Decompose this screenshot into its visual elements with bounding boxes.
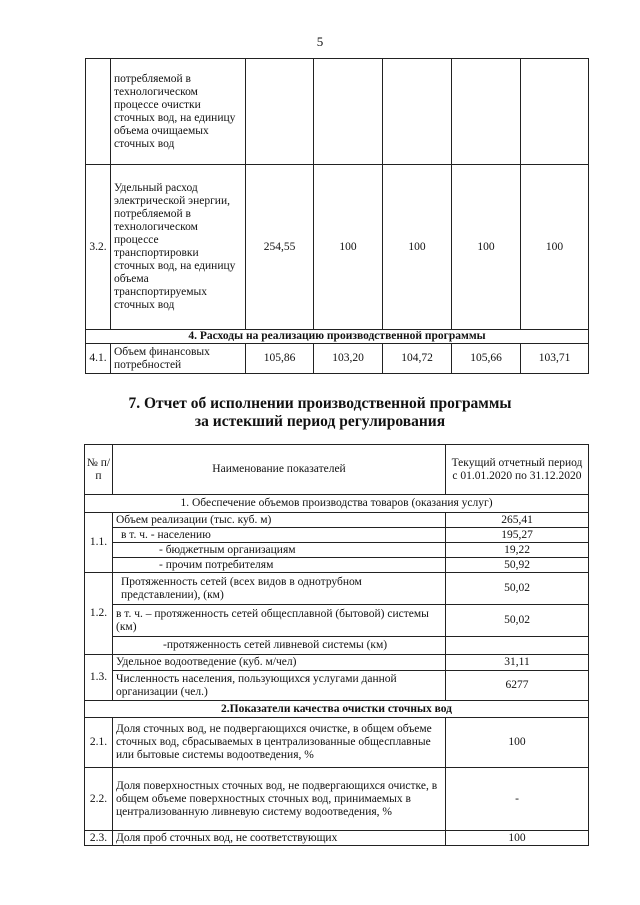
table-row: [85, 831, 589, 846]
indicator-name-cell: Численность населения, пользующихся услугами данной организации (чел.): [113, 671, 446, 701]
section-row: [85, 495, 589, 513]
value-cell: 195,27: [446, 528, 589, 543]
value-cell: 103,20: [314, 344, 383, 374]
row-number-cell: 3.2.: [86, 165, 111, 330]
indicator-name-cell: в т. ч. – протяженность сетей общесплавной (бытовой) системы (км): [113, 605, 446, 637]
table-row: [85, 513, 589, 528]
row-number-cell: [86, 59, 111, 165]
indicator-name-cell: потребляемой в технологическом процессе очистки сточных вод, на единицу объема очищаемых сточных вод: [111, 59, 246, 165]
table-row: [85, 718, 589, 768]
table-row: [85, 528, 589, 543]
section-heading: 4. Расходы на реализацию производственной программы: [86, 330, 589, 344]
value-cell: 100: [314, 165, 383, 330]
value-cell: 50,02: [446, 573, 589, 605]
value-cell: 254,55: [246, 165, 314, 330]
value-cell: 100: [383, 165, 452, 330]
indicators-table-continued: [85, 58, 589, 374]
table-row: [85, 655, 589, 671]
section-heading: 1. Обеспечение объемов производства товаров (оказания услуг): [85, 495, 589, 513]
value-cell: 19,22: [446, 543, 589, 558]
indicator-name-cell: Доля поверхностных сточных вод, не подвергающихся очистке, в общем объеме поверхностных сточных вод, принимаемых в централизованную ливневую систему водоотведения, %: [113, 768, 446, 831]
section-row: [86, 330, 589, 344]
indicator-name-cell: Протяженность сетей (всех видов в однотрубном представлении), (км): [113, 573, 446, 605]
section-7-title-line2: за истекший период регулирования: [194, 413, 446, 430]
indicator-name-cell: Доля сточных вод, не подвергающихся очистке, в общем объеме сточных вод, сбрасываемых в централизованные общесплавные или бытовые системы водоотведения, %: [113, 718, 446, 768]
row-number-cell: 1.2.: [85, 573, 113, 655]
indicator-name-cell: -протяженность сетей ливневой системы (км): [113, 637, 446, 655]
row-number-cell: 2.1.: [85, 718, 113, 768]
section-7-title-line1: 7. Отчет об исполнении производственной программы: [128, 395, 512, 412]
indicator-name-cell: в т. ч. - населению: [113, 528, 446, 543]
indicator-name-cell: - прочим потребителям: [113, 558, 446, 573]
table-row: [85, 637, 589, 655]
indicator-name-cell: Объем реализации (тыс. куб. м): [113, 513, 446, 528]
page-number: 5: [316, 34, 324, 49]
value-cell: 6277: [446, 671, 589, 701]
indicator-name-cell: Объем финансовых потребностей: [111, 344, 246, 374]
table-row: [86, 59, 589, 165]
table-row: [85, 573, 589, 605]
row-number-cell: 2.2.: [85, 768, 113, 831]
table-row: [85, 671, 589, 701]
header-row: [85, 445, 589, 495]
table-row: [86, 344, 589, 374]
value-cell: 100: [446, 831, 589, 846]
value-cell: 105,66: [452, 344, 521, 374]
table-row: [85, 605, 589, 637]
indicator-name-cell: Удельный расход электрической энергии, потребляемой в технологическом процессе транспортировки сточных вод, на единицу объема транспортируемых сточных вод: [111, 165, 246, 330]
value-cell: 265,41: [446, 513, 589, 528]
indicator-name-cell: Доля проб сточных вод, не соответствующих: [113, 831, 446, 846]
row-number-cell: 4.1.: [86, 344, 111, 374]
section-7-title: [0, 395, 640, 431]
table-row: [85, 558, 589, 573]
value-cell: -: [446, 768, 589, 831]
section-row: [85, 701, 589, 718]
value-cell: 103,71: [521, 344, 589, 374]
report-table: [84, 444, 589, 846]
value-cell: 105,86: [246, 344, 314, 374]
row-number-cell: 1.1.: [85, 513, 113, 573]
value-cell: 100: [521, 165, 589, 330]
indicator-name-cell: Удельное водоотведение (куб. м/чел): [113, 655, 446, 671]
name-header: Наименование показателей: [113, 445, 446, 495]
value-cell: 104,72: [383, 344, 452, 374]
value-cell: 50,02: [446, 605, 589, 637]
value-cell: 100: [452, 165, 521, 330]
row-number-cell: 2.3.: [85, 831, 113, 846]
period-header: Текущий отчетный период с 01.01.2020 по 31.12.2020: [446, 445, 589, 495]
value-cell: 31,11: [446, 655, 589, 671]
row-number-cell: 1.3.: [85, 655, 113, 701]
number-header: № п/п: [85, 445, 113, 495]
value-cell: 100: [446, 718, 589, 768]
value-cell: [446, 637, 589, 655]
section-heading: 2.Показатели качества очистки сточных вод: [85, 701, 589, 718]
indicator-name-cell: - бюджетным организациям: [113, 543, 446, 558]
value-cell: 50,92: [446, 558, 589, 573]
table-row: [85, 543, 589, 558]
table-row: [86, 165, 589, 330]
table-row: [85, 768, 589, 831]
